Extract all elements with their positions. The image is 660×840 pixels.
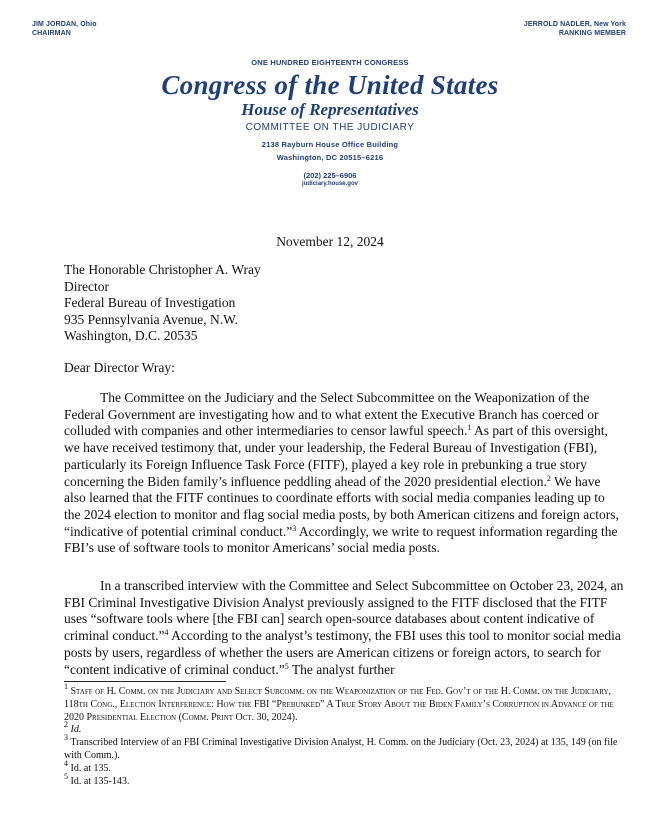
footnote-5 xyxy=(64,771,620,789)
footnote-ref-4: 4 xyxy=(164,628,169,638)
ranking-member-title: RANKING MEMBER xyxy=(558,30,626,37)
recipient-address xyxy=(64,262,261,345)
p1-sentence-4: Accordingly, we write to request information regarding the FBI’s use of software tools to monitor Americans’ social media posts. xyxy=(64,523,618,556)
house-title: House of Representatives xyxy=(241,100,419,119)
footnote-1-text: Staff of H. Comm. on the Judiciary and Select Subcomm. on the Weaponization of the Fed. Gov’t of the H. Comm. on the Judiciary, 118th Cong., Election Interference: How the FBI “Prebunked” A True Story About the Biden Family’s Corruption in Advance of the 2020 Presidential Election (Comm. Print Oct. 30, 2024). xyxy=(64,686,614,723)
p2-sentence-2: According to the analyst’s testimony, the FBI uses this tool to monitor social media posts by users, regardless of whether the users are American citizens or foreign actors, to search for “content indicative of criminal conduct.” xyxy=(64,628,621,677)
office-city: Washington, DC 20515–6216 xyxy=(276,153,384,162)
letter-date: November 12, 2024 xyxy=(276,234,384,249)
footnote-3 xyxy=(64,733,620,763)
footnote-4-number: 4 xyxy=(64,758,68,768)
footnote-1-number: 1 xyxy=(64,682,68,691)
footnote-3-text: Transcribed Interview of an FBI Criminal Investigative Division Analyst, H. Comm. on the Judiciary (Oct. 23, 2024) at 135, 149 (on file with Comm.). xyxy=(64,737,618,761)
footnote-4 xyxy=(64,758,620,776)
recipient-title: Director xyxy=(64,278,109,294)
footnote-2-number: 2 xyxy=(64,720,68,730)
footnote-ref-3: 3 xyxy=(292,523,297,533)
office-phone: (202) 225–6906 xyxy=(303,171,357,180)
recipient-street: 935 Pennsylvania Avenue, N.W. xyxy=(64,311,238,327)
recipient-city: Washington, D.C. 20535 xyxy=(64,328,198,344)
p2-sentence-3: The analyst further xyxy=(288,661,395,677)
salutation: Dear Director Wray: xyxy=(64,360,175,375)
recipient-agency: Federal Bureau of Investigation xyxy=(64,295,236,311)
footnote-ref-2: 2 xyxy=(546,473,551,483)
footnote-2-text: Id. xyxy=(70,724,82,736)
office-address: 2138 Rayburn House Office Building xyxy=(261,140,399,149)
chairman-name: JIM JORDAN, Ohio xyxy=(32,21,97,28)
chairman-title: CHAIRMAN xyxy=(32,30,71,37)
footnote-5-number: 5 xyxy=(64,771,68,781)
ranking-member-name: JERROLD NADLER, New York xyxy=(523,21,626,28)
p1-sentence-2: As part of this oversight, we have received testimony that, under your leadership, the Federal Bureau of Investigation (FBI), particularly its Foreign Influence Task Force (FITF), played a key role in prebunking a true story concerning the Biden family’s influence peddling ahead of the 2020 presidential election. xyxy=(64,423,608,489)
footnote-4-text: Id. at 135. xyxy=(70,762,112,774)
body-paragraph-2 xyxy=(64,578,624,678)
p1-sentence-3: We have also learned that the FITF continues to coordinate efforts with social media companies leading up to the 2024 election to monitor and flag social media posts, by both American citizens and foreign actors, “indicative of potential criminal conduct.” xyxy=(64,473,619,539)
footnote-ref-1: 1 xyxy=(467,423,472,433)
body-paragraph-1 xyxy=(64,390,624,557)
website: judiciary.house.gov xyxy=(302,181,358,187)
footnote-1 xyxy=(64,682,620,724)
p2-sentence-1: In a transcribed interview with the Committee and Select Subcommittee on October 23, 2024, an FBI Criminal Investigative Division Analyst previously assigned to the FITF disclosed that the FITF uses “software tools where [the FBI can] search open-source databases about content indicative of criminal conduct.” xyxy=(64,578,624,644)
footnote-divider xyxy=(64,681,226,682)
footnotes xyxy=(64,682,620,788)
ranking-member-block xyxy=(524,20,626,38)
congress-title: Congress of the United States xyxy=(161,70,499,100)
p1-sentence-1: The Committee on the Judiciary and the Select Subcommittee on the Weaponization of the Federal Government are investigating how and to what extent the Executive Branch has coerced or colluded with companies and other intermediaries to censor lawful speech. xyxy=(64,390,599,439)
letterhead xyxy=(0,58,660,187)
chairman-block xyxy=(32,20,97,38)
footnote-3-number: 3 xyxy=(64,733,68,743)
recipient-name: The Honorable Christopher A. Wray xyxy=(64,262,261,277)
committee-name: COMMITTEE ON THE JUDICIARY xyxy=(245,122,415,133)
congress-number: ONE HUNDRED EIGHTEENTH CONGRESS xyxy=(251,58,409,67)
footnote-ref-5: 5 xyxy=(284,661,289,671)
footnote-5-text: Id. at 135-143. xyxy=(70,775,130,787)
footnote-2 xyxy=(64,720,620,737)
